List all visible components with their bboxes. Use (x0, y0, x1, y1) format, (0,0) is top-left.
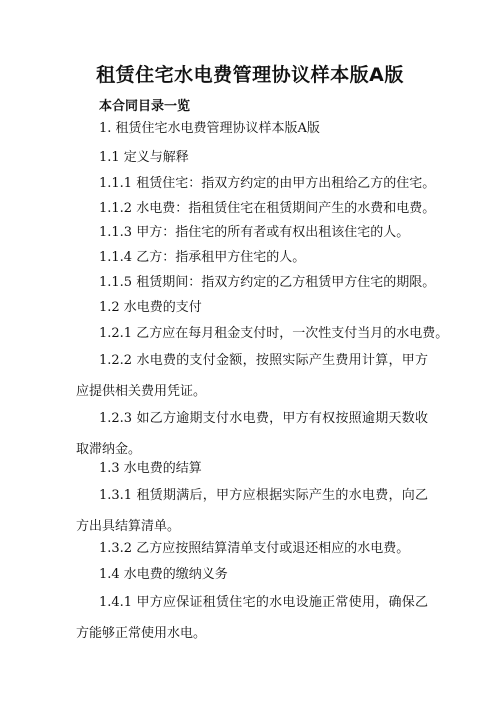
clause-1-2-1: 1.2.1 乙方应在每月租金支付时，一次性支付当月的水电费。 (99, 326, 449, 341)
toc-item-1: 1. 租赁住宅水电费管理协议样本版A版 (99, 121, 320, 136)
clause-1-1-5: 1.1.5 租赁期间：指双方约定的乙方租赁甲方住宅的期限。 (99, 275, 436, 290)
clause-1-1-4: 1.1.4 乙方：指承租甲方住宅的人。 (99, 250, 306, 265)
section-1-3: 1.3 水电费的结算 (99, 461, 202, 476)
clause-1-1-3: 1.1.3 甲方：指住宅的所有者或有权出租该住宅的人。 (99, 225, 410, 240)
clause-1-3-1: 1.3.1 租赁期满后，甲方应根据实际产生的水电费，向乙方出具结算清单。 (76, 488, 428, 534)
section-1-2: 1.2 水电费的支付 (99, 300, 202, 315)
clause-1-2-2: 1.2.2 水电费的支付金额，按照实际产生费用计算，甲方应提供相关费用凭证。 (76, 353, 428, 399)
clause-1-3-2: 1.3.2 乙方应按照结算清单支付或退还相应的水电费。 (99, 541, 410, 556)
clause-1-1-2: 1.1.2 水电费：指租赁住宅在租赁期间产生的水费和电费。 (99, 201, 436, 216)
section-1-4: 1.4 水电费的缴纳义务 (99, 567, 228, 582)
clause-1-4-1: 1.4.1 甲方应保证租赁住宅的水电设施正常使用，确保乙方能够正常使用水电。 (76, 595, 428, 641)
document-title: 租赁住宅水电费管理协议样本版A版 (96, 64, 404, 86)
clause-1-1-1: 1.1.1 租赁住宅：指双方约定的由甲方出租给乙方的住宅。 (99, 176, 436, 191)
section-1-1: 1.1 定义与解释 (99, 150, 189, 165)
toc-heading: 本合同目录一览 (99, 99, 191, 114)
clause-1-2-3: 1.2.3 如乙方逾期支付水电费，甲方有权按照逾期天数收取滞纳金。 (76, 411, 428, 457)
